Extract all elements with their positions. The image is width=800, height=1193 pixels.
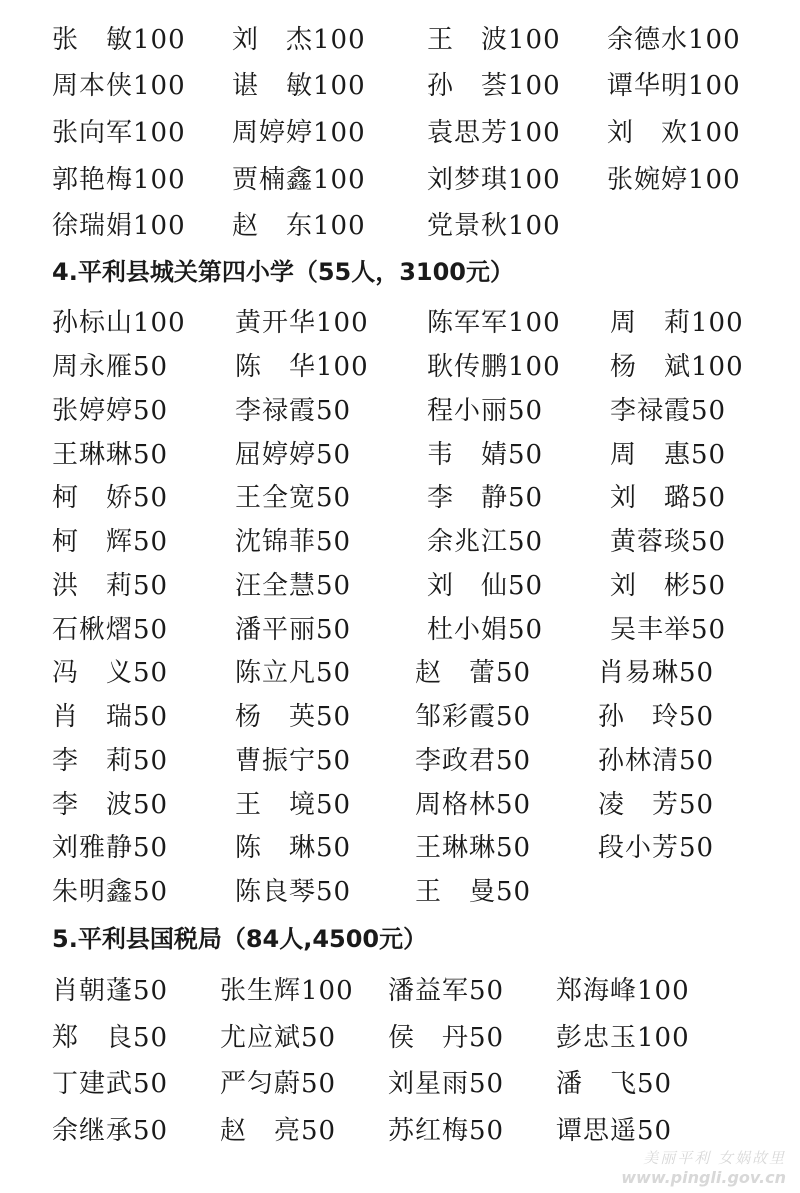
list-row [0, 347, 800, 387]
name-entry: 曹振宁50 [235, 746, 352, 776]
name-entry: 谭思遥50 [556, 1116, 673, 1146]
name-entry: 刘 璐50 [610, 483, 727, 513]
name-entry: 黄蓉琰50 [610, 527, 727, 557]
name-entry: 沈锦菲50 [235, 527, 352, 557]
list-row [0, 610, 800, 650]
name-entry: 郑 良50 [52, 1023, 169, 1053]
list-row [0, 435, 800, 475]
name-entry: 刘 彬50 [610, 571, 727, 601]
name-entry: 赵 东100 [232, 211, 366, 241]
name-entry: 石楸熠50 [52, 615, 169, 645]
name-entry: 肖朝蓬50 [52, 976, 169, 1006]
name-entry: 冯 义50 [52, 658, 169, 688]
section-heading: 4.平利县城关第四小学（55人，3100元） [52, 258, 515, 286]
name-entry: 段小芳50 [598, 833, 715, 863]
name-entry: 赵 亮50 [220, 1116, 337, 1146]
name-entry: 黄开华100 [235, 308, 369, 338]
name-entry: 尤应斌50 [220, 1023, 337, 1053]
name-entry: 王全宽50 [235, 483, 352, 513]
name-entry: 余德水100 [607, 25, 741, 55]
name-entry: 彭忠玉100 [556, 1023, 690, 1053]
name-entry: 王 波100 [427, 25, 561, 55]
name-entry: 孙林清50 [598, 746, 715, 776]
name-entry: 徐瑞娟100 [52, 211, 186, 241]
name-entry: 张婷婷50 [52, 396, 169, 426]
name-entry: 张婉婷100 [607, 165, 741, 195]
list-row [0, 741, 800, 781]
list-row [0, 522, 800, 562]
name-entry: 孙标山100 [52, 308, 186, 338]
list-row [0, 785, 800, 825]
name-entry: 王 境50 [235, 790, 352, 820]
watermark-url: www.pingli.gov.cn [621, 1168, 786, 1187]
name-entry: 李政君50 [415, 746, 532, 776]
name-entry: 周 惠50 [610, 440, 727, 470]
name-entry: 谌 敏100 [232, 71, 366, 101]
list-row [0, 20, 800, 60]
list-row [0, 1018, 800, 1058]
name-entry: 李 波50 [52, 790, 169, 820]
name-entry: 郑海峰100 [556, 976, 690, 1006]
name-entry: 严匀蔚50 [220, 1069, 337, 1099]
name-entry: 杨 英50 [235, 702, 352, 732]
name-entry: 刘 仙50 [427, 571, 544, 601]
list-row [0, 566, 800, 606]
name-entry: 赵 蕾50 [415, 658, 532, 688]
name-entry: 程小丽50 [427, 396, 544, 426]
name-entry: 刘梦琪100 [427, 165, 561, 195]
name-entry: 柯 娇50 [52, 483, 169, 513]
name-entry: 王 曼50 [415, 877, 532, 907]
name-entry: 贾楠鑫100 [232, 165, 366, 195]
name-entry: 耿传鹏100 [427, 352, 561, 382]
name-entry: 刘雅静50 [52, 833, 169, 863]
name-entry: 张 敏100 [52, 25, 186, 55]
list-row [0, 478, 800, 518]
name-entry: 潘 飞50 [556, 1069, 673, 1099]
name-entry: 周永雁50 [52, 352, 169, 382]
name-entry: 屈婷婷50 [235, 440, 352, 470]
name-entry: 李 静50 [427, 483, 544, 513]
list-row [0, 391, 800, 431]
name-entry: 李 莉50 [52, 746, 169, 776]
list-row [0, 653, 800, 693]
name-entry: 杜小娟50 [427, 615, 544, 645]
name-entry: 周格林50 [415, 790, 532, 820]
name-entry: 吴丰举50 [610, 615, 727, 645]
name-entry: 张向军100 [52, 118, 186, 148]
name-entry: 潘平丽50 [235, 615, 352, 645]
list-row [0, 113, 800, 153]
name-entry: 张生辉100 [220, 976, 354, 1006]
name-entry: 丁建武50 [52, 1069, 169, 1099]
name-entry: 陈 华100 [235, 352, 369, 382]
watermark-slogan: 美丽平利 女娲故里 [643, 1149, 786, 1167]
list-row [0, 66, 800, 106]
name-entry: 李禄霞50 [610, 396, 727, 426]
name-entry: 余继承50 [52, 1116, 169, 1146]
name-entry: 袁思芳100 [427, 118, 561, 148]
name-entry: 汪全慧50 [235, 571, 352, 601]
name-entry: 孙 玲50 [598, 702, 715, 732]
site-watermark [621, 1147, 786, 1187]
name-entry: 苏红梅50 [388, 1116, 505, 1146]
name-entry: 周 莉100 [610, 308, 744, 338]
name-entry: 潘益军50 [388, 976, 505, 1006]
name-entry: 杨 斌100 [610, 352, 744, 382]
name-entry: 侯 丹50 [388, 1023, 505, 1053]
name-entry: 刘 杰100 [232, 25, 366, 55]
name-entry: 王琳琳50 [52, 440, 169, 470]
name-entry: 孙 荟100 [427, 71, 561, 101]
name-entry: 余兆江50 [427, 527, 544, 557]
section-heading: 5.平利县国税局（84人,4500元） [52, 925, 428, 953]
list-row [0, 697, 800, 737]
name-entry: 肖 瑞50 [52, 702, 169, 732]
list-row [0, 971, 800, 1011]
name-entry: 郭艳梅100 [52, 165, 186, 195]
name-entry: 洪 莉50 [52, 571, 169, 601]
name-entry: 王琳琳50 [415, 833, 532, 863]
name-entry: 凌 芳50 [598, 790, 715, 820]
name-entry: 党景秋100 [427, 211, 561, 241]
name-entry: 刘 欢100 [607, 118, 741, 148]
list-row [0, 206, 800, 246]
name-entry: 朱明鑫50 [52, 877, 169, 907]
name-entry: 肖易琳50 [598, 658, 715, 688]
list-row [0, 828, 800, 868]
name-entry: 陈立凡50 [235, 658, 352, 688]
name-entry: 陈军军100 [427, 308, 561, 338]
name-entry: 李禄霞50 [235, 396, 352, 426]
name-entry: 陈 琳50 [235, 833, 352, 863]
name-entry: 韦 婧50 [427, 440, 544, 470]
list-row [0, 872, 800, 912]
name-entry: 周本侠100 [52, 71, 186, 101]
list-row [0, 1064, 800, 1104]
name-entry: 陈良琴50 [235, 877, 352, 907]
name-entry: 周婷婷100 [232, 118, 366, 148]
list-row [0, 1111, 800, 1151]
name-entry: 刘星雨50 [388, 1069, 505, 1099]
list-row [0, 303, 800, 343]
name-entry: 柯 辉50 [52, 527, 169, 557]
list-row [0, 160, 800, 200]
name-entry: 谭华明100 [607, 71, 741, 101]
name-entry: 邹彩霞50 [415, 702, 532, 732]
